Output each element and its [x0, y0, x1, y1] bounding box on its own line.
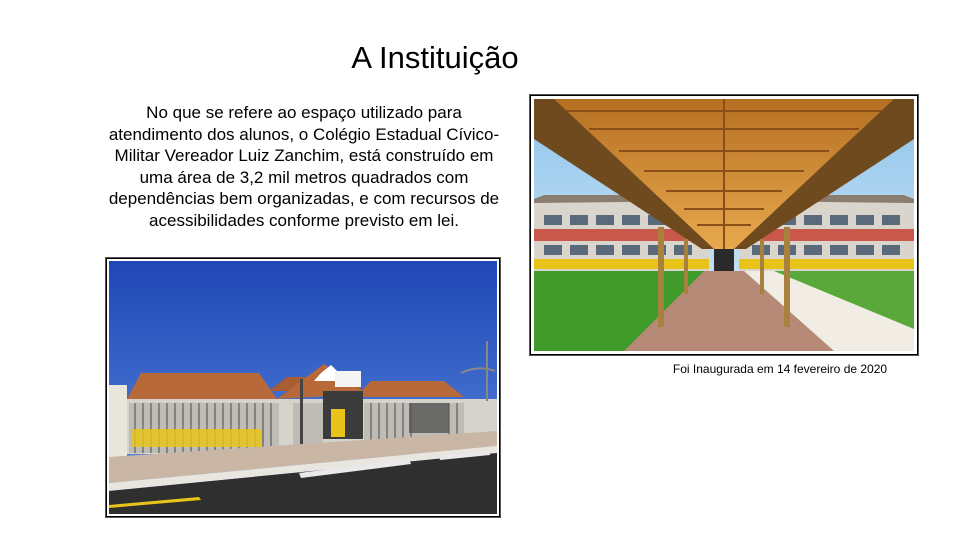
inauguration-caption: Foi Inaugurada em 14 fevereiro de 2020 [672, 362, 888, 376]
covered-walkway-image [534, 99, 914, 351]
description-paragraph: No que se refere ao espaço utilizado para atendimento dos alunos, o Colégio Estadual Cívico-Militar Vereador Luiz Zanchim, está construído em uma área de 3,2 mil metros quadrados com dependências bem organizadas, e com recursos de acessibilidades conforme previsto em lei. [108, 103, 500, 230]
school-facade-photo [106, 258, 500, 517]
slide-title: A Instituição [351, 40, 519, 75]
school-facade-image [109, 261, 497, 514]
covered-walkway-photo [530, 95, 918, 355]
